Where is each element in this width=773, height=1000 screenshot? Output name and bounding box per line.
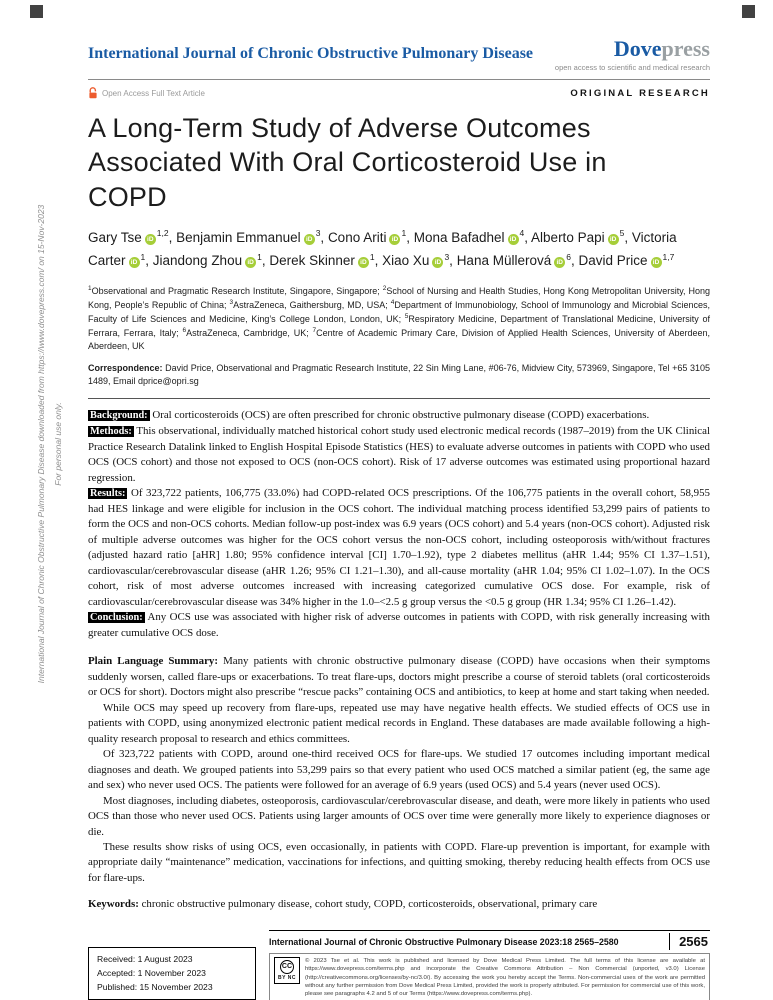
orcid-icon[interactable]: iD (358, 257, 369, 268)
article-history-box (88, 947, 256, 1000)
orcid-icon[interactable]: iD (245, 257, 256, 268)
orcid-icon[interactable]: iD (608, 234, 619, 245)
footer-right (269, 930, 710, 1000)
affiliation-text: Observational and Pragmatic Research Institute, Singapore, Singapore; (91, 286, 383, 297)
creative-commons-icon[interactable] (274, 957, 300, 984)
affiliation-text: Respiratory Medicine, Department of Translational Medicine, University of Ferrara, Ferrara, Italy; (88, 314, 710, 339)
article-type-label: ORIGINAL RESEARCH (570, 87, 710, 99)
accepted-date: Accepted: 1 November 2023 (97, 967, 206, 978)
abstract-results (88, 486, 710, 610)
affiliation (230, 300, 391, 310)
author-affiliation-sup: 1 (257, 251, 262, 262)
author (269, 253, 382, 268)
orcid-icon[interactable]: iD (554, 257, 565, 268)
publisher-brand[interactable] (555, 38, 710, 72)
abstract-background-text: Oral corticosteroids (OCS) are often prescribed for chronic obstructive pulmonary disease (COPD) exacerbations. (152, 409, 650, 422)
dovepress-logo-dove: Dove (613, 36, 662, 61)
open-access-label: Open Access Full Text Article (102, 88, 206, 98)
published-date: Published: 15 November 2023 (97, 981, 213, 992)
abstract (88, 408, 710, 641)
journal-name: International Journal of Chronic Obstructive Pulmonary Disease (88, 45, 534, 62)
dovepress-logo[interactable] (555, 38, 710, 60)
plain-summary-label: Plain Language Summary: (88, 655, 218, 668)
abstract-methods-label: Methods: (90, 426, 132, 438)
keywords-label: Keywords: (88, 898, 139, 911)
author-affiliation-sup: 6 (566, 251, 571, 262)
cc-by-nc-icon: BY NC (278, 975, 296, 981)
received-date: Received: 1 August 2023 (97, 954, 193, 964)
author-name: Hana Müllerová (456, 253, 552, 269)
affiliation-sup: 2 (382, 285, 387, 293)
author (153, 253, 270, 268)
author-name: Alberto Papi (531, 229, 605, 245)
author-name: Jiandong Zhou (152, 253, 243, 269)
correspondence-email[interactable]: dprice@opri.sg (138, 376, 199, 387)
author (176, 230, 328, 245)
author-affiliation-sup: 3 (444, 251, 450, 262)
author-name: David Price (578, 253, 648, 269)
crop-mark-top-right (742, 5, 755, 18)
correspondence-label: Correspondence: (88, 363, 163, 374)
masthead (88, 38, 710, 72)
affiliation (88, 286, 383, 296)
author-name: Gary Tse (88, 229, 142, 245)
affiliation-text: Centre of Academic Primary Care, Division of Applied Health Sciences, University of Aberdeen, Aberdeen, UK (88, 328, 710, 352)
affiliation-sup: 5 (404, 313, 409, 321)
plain-language-summary (88, 654, 710, 886)
correspondence-text: David Price, Observational and Pragmatic Research Institute, 22 Sin Ming Lane, #06-76, Midview City, 573969, Singapore, Tel +65 3105 1489, Email (88, 363, 710, 387)
author-name: Mona Bafadhel (413, 229, 505, 245)
article-content (88, 38, 710, 921)
author-affiliation-sup: 1 (369, 251, 375, 262)
author-affiliation-sup: 5 (619, 228, 625, 239)
affiliation-text: School of Nursing and Health Studies, Hong Kong Metropolitan University, Hong Kong, People’s Republic of China; (88, 286, 710, 311)
affiliation-text: AstraZeneca, Cambridge, UK; (186, 328, 313, 339)
affiliation-sup: 3 (229, 299, 234, 307)
masthead-rule (88, 79, 710, 80)
author-affiliation-sup: 1 (140, 251, 146, 262)
open-access-link[interactable] (88, 87, 205, 99)
abstract-background (88, 408, 710, 424)
license-box (269, 953, 710, 1000)
citation-row (269, 930, 710, 950)
author-list (88, 226, 710, 273)
plain-summary-paragraph: While OCS may speed up recovery from flare-ups, repeated use may have negative health effects. We studied effects of OCS use in patients with COPD, using anonymized electronic patient medical records in England. These databases are made available following a high-quality research proposal to research and ethics committees. (88, 701, 710, 745)
author-name: Benjamin Emmanuel (176, 229, 301, 245)
crop-mark-top-left (30, 5, 43, 18)
author-name: Victoria Carter (88, 229, 677, 269)
dovepress-logo-press: press (661, 36, 710, 61)
correspondence (88, 362, 710, 388)
orcid-icon[interactable]: iD (389, 234, 400, 245)
author-affiliation-sup: 1 (401, 228, 407, 239)
author-affiliation-sup: 1,7 (662, 251, 675, 262)
abstract-results-label: Results: (90, 488, 126, 500)
plain-summary-paragraph: Most diagnoses, including diabetes, osteoporosis, cardiovascular/cerebrovascular disease, and death, were more likely in patients who used OCS than those who never used OCS. Patients using larger amounts of OCS over time were generally more likely to experience diagnoses or die. (88, 794, 710, 838)
abstract-conclusion (88, 610, 710, 641)
author (578, 253, 674, 268)
license-legal-text: © 2023 Tse et al. This work is published and licensed by Dove Medical Press Limited. The full terms of this license are available at https://www.dovepress.com/terms.php and incorporate the Creative Commons Attribution – Non Commercial (unported, v3.0) License (http://creativecommons.org/licenses/by-nc/3.0/). By accessing the work you hereby accept the Terms. Non-commercial uses of the work are permitted without any further permission from Dove Medical Press Limited, provided the work is properly attributed. For permission for commercial use of this work, please see paragraphs 4.2 and 5 of our Terms (https://www.dovepress.com/terms.php). (304, 958, 705, 998)
affiliation (182, 328, 312, 338)
author (88, 230, 176, 245)
page-footer (88, 930, 710, 1000)
sidebar-personal-use-line: For personal use only. (53, 402, 63, 486)
abstract-divider-rule (88, 398, 710, 399)
plain-summary-paragraph: Of 323,722 patients with COPD, around one-third received OCS for flare-ups. We studied 17 outcomes including important medical diagnoses and death. We grouped patients into 53,299 pairs so that every patient who used OCS matched a similar patient (eg, the same age and sex) who never used OCS. The patients were followed for an average of 6.9 years (used OCS) and 5.4 years (never used OCS). (88, 748, 710, 792)
abstract-methods-text: This observational, individually matched historical cohort study used electronic medical records (1987–2019) from the UK Clinical Practice Research Datalink linked to English Hospital Episode Statistics (HES) to evaluate adverse outcomes in patients with COPD who used OCS (OCS cohort) and those not exposed to OCS (non-OCS cohort). Risk of 17 adverse outcomes was estimated using proportional hazard regression. (88, 425, 710, 484)
affiliation-sup: 6 (182, 327, 187, 335)
author (414, 230, 531, 245)
keywords-text: chronic obstructive pulmonary disease, cohort study, COPD, corticosteroids, observational, primary care (141, 898, 598, 911)
plain-summary-paragraph: These results show risks of using OCS, even occasionally, in patients with COPD. Flare-up prevention is important, for example with appropriate daily “maintenance” medication, vaccinations for infections, and quitting smoking, thereby reducing health effects from OCS use for flare-ups. (88, 841, 710, 884)
author-name: Cono Ariti (327, 229, 387, 245)
abstract-results-text: Of 323,722 patients, 106,775 (33.0%) had COPD-related OCS prescriptions. Of the 106,775 patients in the overall cohort, 58,955 had HES linkage and were eligible for inclusion in the OCS cohort. The individual matching process identified 53,299 pairs of patients to form the OCS and non-OCS cohorts. Median follow-up post-index was 6.9 years (OCS cohort) and 5.4 years (non-OCS cohort). Adjusted risk of multiple adverse outcomes was higher for the OCS cohort versus the non-OCS cohort, including osteoporosis with/without fractures (adjusted hazard ratio [aHR] 1.80; 95% confidence interval [CI] 1.70–1.92), type 2 diabetes mellitus (aHR 1.44; 95% CI 1.37–1.51), cardiovascular/cerebrovascular disease (aHR 1.26; 95% CI 1.21–1.30), and all-cause mortality (aHR 1.04; 95% CI 1.02–1.07). In the OCS cohort, risk of most adverse outcomes increased with increasing categorized cumulative OCS dose. For example, risk of cardiovascular/cerebrovascular disease was 34% higher in the 1.0–<2.5 g group versus the <0.5 g group (HR 1.34; 95% CI 1.26–1.42). (88, 487, 710, 608)
journal-citation: International Journal of Chronic Obstructive Pulmonary Disease 2023:18 2565–2580 (269, 936, 619, 947)
cc-logo-icon: CC (280, 960, 294, 974)
orcid-icon[interactable]: iD (304, 234, 315, 245)
author (531, 230, 632, 245)
abstract-conclusion-text: Any OCS use was associated with higher risk of adverse outcomes in patients with COPD, with risk generally increasing with greater cumulative OCS dose. (88, 611, 711, 639)
affiliation-sup: 7 (312, 327, 317, 335)
abstract-methods (88, 424, 710, 486)
abstract-conclusion-label: Conclusion: (90, 612, 143, 624)
orcid-icon[interactable]: iD (432, 257, 443, 268)
affiliation-text: AstraZeneca, Gaithersburg, MD, USA; (233, 300, 391, 311)
affiliation-text: Department of Immunobiology, School of Immunology and Microbial Sciences, Faculty of Life Sciences and Medicine, King’s College London, London, UK; (88, 300, 710, 325)
orcid-icon[interactable]: iD (129, 257, 140, 268)
orcid-icon[interactable]: iD (651, 257, 662, 268)
affiliation-sup: 4 (390, 299, 395, 307)
author-affiliation-sup: 4 (519, 228, 525, 239)
author (328, 230, 414, 245)
affiliations (88, 284, 710, 353)
orcid-icon[interactable]: iD (508, 234, 519, 245)
article-title: A Long-Term Study of Adverse Outcomes Associated With Oral Corticosteroid Use in COPD (88, 113, 607, 212)
page-number: 2565 (669, 933, 710, 950)
author-name: Xiao Xu (382, 253, 430, 269)
sidebar-download-line: International Journal of Chronic Obstructive Pulmonary Disease downloaded from https://www.dovepress.com/ on 15-Nov-2023 (36, 204, 46, 684)
affiliation-sup: 1 (88, 285, 92, 293)
sidebar-download-notice (33, 110, 67, 778)
plain-summary-paragraph (88, 654, 710, 700)
open-access-icon (88, 87, 98, 99)
author-name: Derek Skinner (269, 253, 355, 269)
abstract-background-label: Background: (90, 410, 148, 422)
author-affiliation-sup: 1,2 (156, 228, 169, 239)
plain-summary-text: Many patients with chronic obstructive pulmonary disease (COPD) have occasions when their symptoms suddenly worsen, called flare-ups or exacerbations. To treat flare-ups, doctors might prescribe a course of steroid tablets (oral corticosteroids or OCS for short). Doctors might also prescribe “rescue packs” containing OCS and antibiotics, to keep at home and start taking when needed. (88, 655, 710, 699)
author (457, 253, 579, 268)
author-affiliation-sup: 3 (315, 228, 321, 239)
orcid-icon[interactable]: iD (145, 234, 156, 245)
author (382, 253, 457, 268)
keywords (88, 898, 710, 910)
meta-row (88, 87, 710, 99)
publisher-tagline: open access to scientific and medical research (554, 63, 710, 72)
